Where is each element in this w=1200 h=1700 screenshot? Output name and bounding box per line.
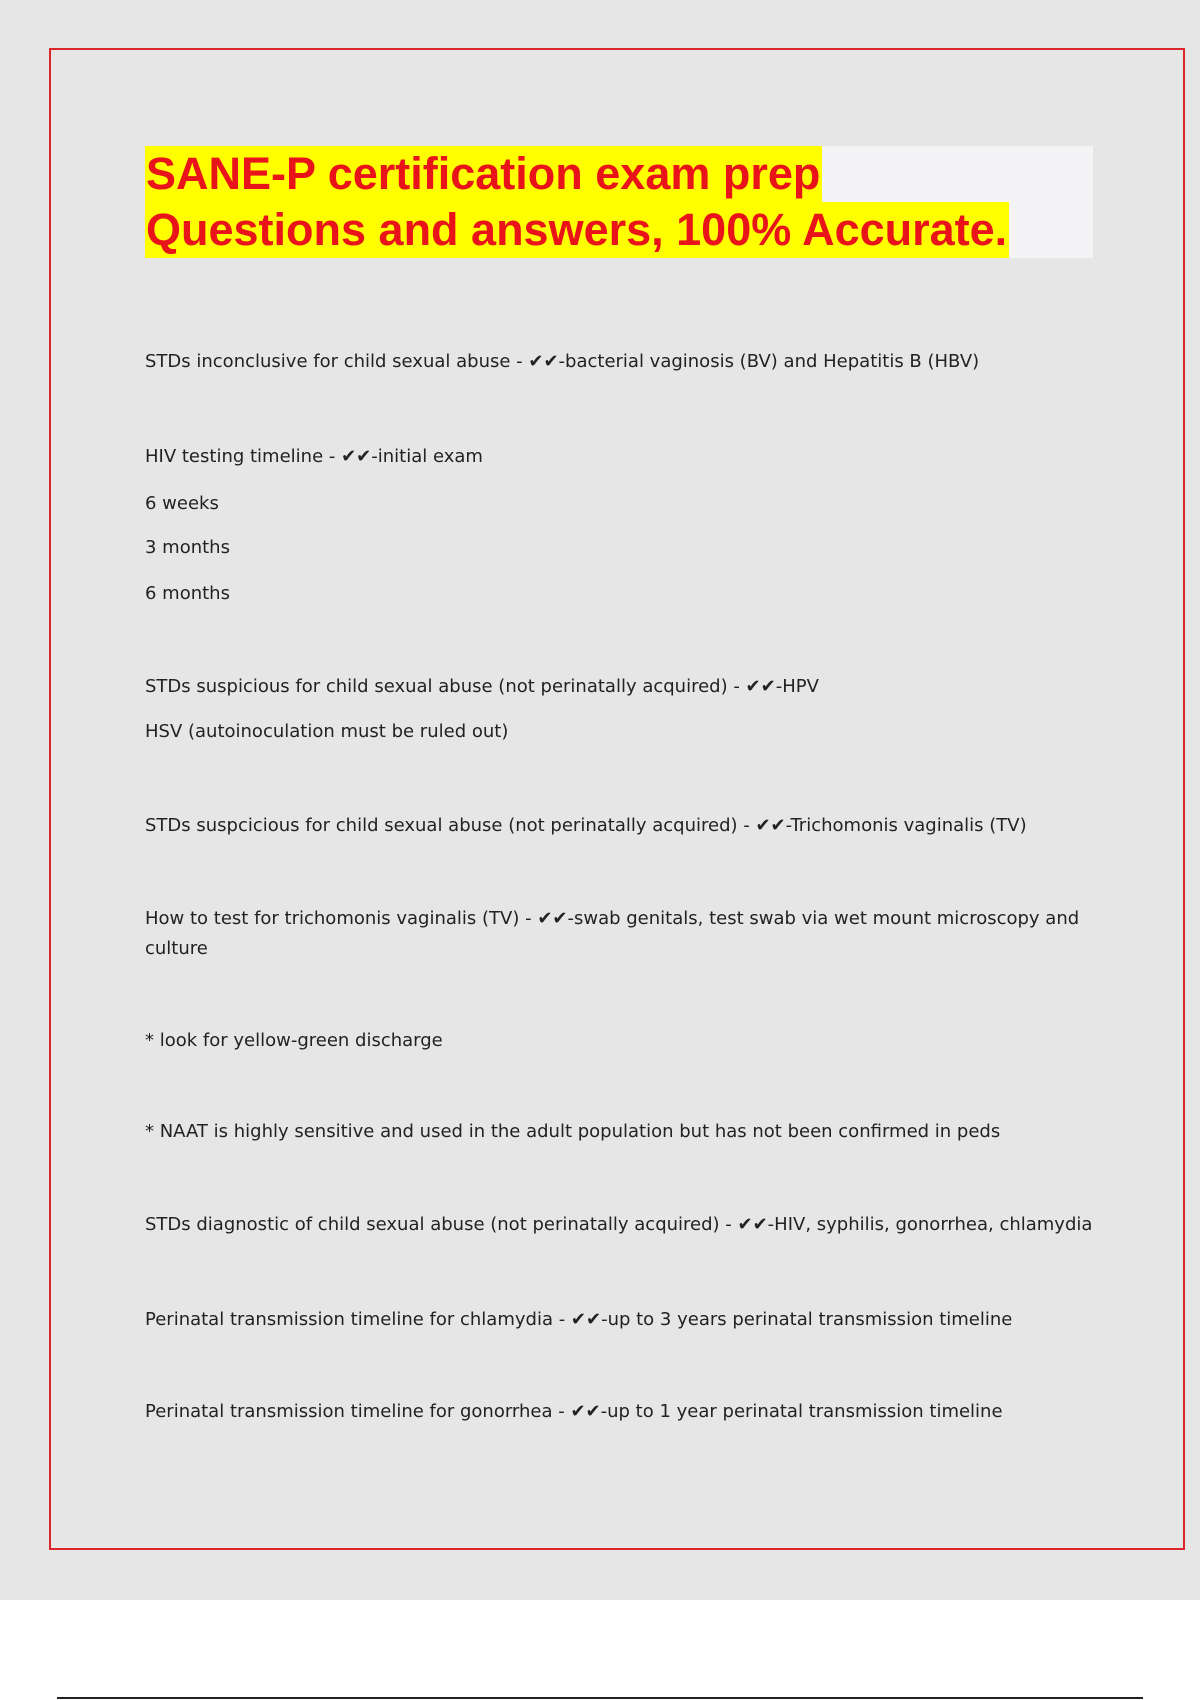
qa-entry-stds-suspicious-hpv: STDs suspicious for child sexual abuse (not perinatally acquired) - ✔✔-HPV	[145, 676, 819, 697]
title-line-2: Questions and answers, 100% Accurate.	[145, 202, 1009, 258]
footer-divider	[57, 1697, 1143, 1699]
qa-entry-note-discharge: * look for yellow-green discharge	[145, 1030, 443, 1051]
qa-entry-hiv-timeline-3-months: 3 months	[145, 537, 230, 558]
qa-entry-hiv-timeline-6-weeks: 6 weeks	[145, 493, 219, 514]
qa-entry-perinatal-chlamydia: Perinatal transmission timeline for chlamydia - ✔✔-up to 3 years perinatal transmission timeline	[145, 1309, 1013, 1330]
qa-entry-stds-diagnostic: STDs diagnostic of child sexual abuse (not perinatally acquired) - ✔✔-HIV, syphilis, gonorrhea, chlamydia	[145, 1214, 1093, 1235]
title-line-1: SANE-P certification exam prep	[145, 146, 822, 202]
qa-entry-test-trichomonis: How to test for trichomonis vaginalis (TV) - ✔✔-swab genitals, test swab via wet mount microscopy and culture	[145, 908, 1080, 959]
qa-entry-stds-suspicious-tv: STDs suspcicious for child sexual abuse (not perinatally acquired) - ✔✔-Trichomonis vaginalis (TV)	[145, 815, 1027, 836]
qa-entry-perinatal-gonorrhea: Perinatal transmission timeline for gonorrhea - ✔✔-up to 1 year perinatal transmission timeline	[145, 1401, 1003, 1422]
qa-entry-hiv-testing-timeline: HIV testing timeline - ✔✔-initial exam	[145, 446, 483, 467]
qa-entry-note-naat: * NAAT is highly sensitive and used in the adult population but has not been confirmed in peds	[145, 1121, 1001, 1142]
document-title	[145, 146, 1093, 258]
qa-entry-hiv-timeline-6-months: 6 months	[145, 583, 230, 604]
qa-entry-hsv-autoinoculation: HSV (autoinoculation must be ruled out)	[145, 721, 509, 742]
qa-entry-stds-inconclusive: STDs inconclusive for child sexual abuse - ✔✔-bacterial vaginosis (BV) and Hepatitis B (HBV)	[145, 351, 980, 372]
